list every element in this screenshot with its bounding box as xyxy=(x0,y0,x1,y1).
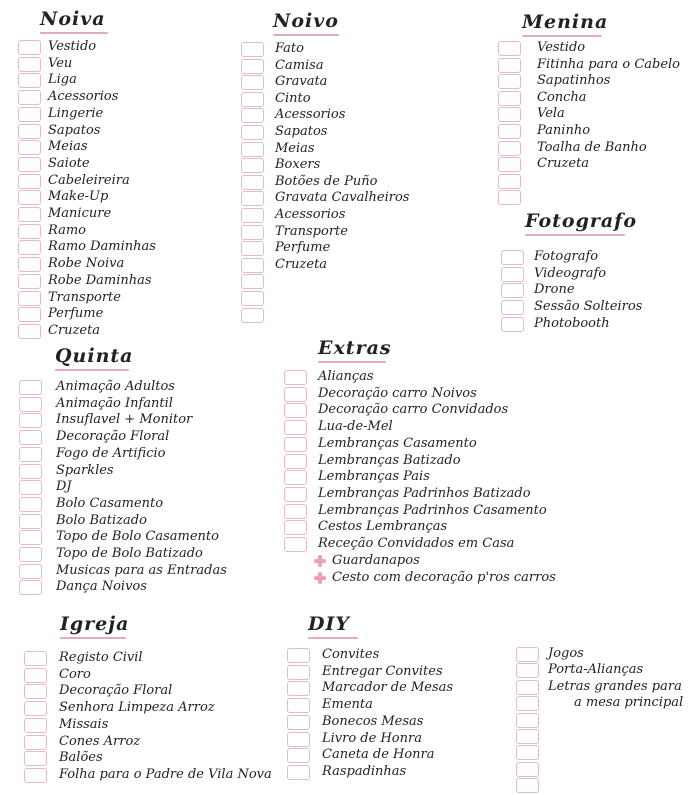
list-item-label: Veu xyxy=(48,55,73,71)
list-item-label: Lembranças Padrinhos Batizado xyxy=(318,485,531,501)
list-item-label: Cruzeta xyxy=(275,256,328,272)
checkbox[interactable] xyxy=(241,175,264,190)
heading-igreja-text: Igreja xyxy=(60,613,130,635)
checkbox[interactable] xyxy=(241,241,264,256)
heading-fotografo xyxy=(525,210,637,236)
list-item-label: Camisa xyxy=(275,57,324,73)
checkbox[interactable] xyxy=(24,768,47,783)
checkbox[interactable] xyxy=(241,274,264,289)
checkbox[interactable] xyxy=(516,663,539,678)
heading-diy-text: DIY xyxy=(308,613,350,635)
heading-underline xyxy=(60,637,126,639)
heading-menina xyxy=(522,11,608,37)
list-item-label: Vestido xyxy=(537,40,586,55)
list-item-label: Balões xyxy=(59,750,103,766)
checkbox[interactable] xyxy=(498,190,521,205)
heading-underline xyxy=(40,32,108,34)
checkbox[interactable] xyxy=(498,107,521,122)
heading-igreja xyxy=(60,613,129,639)
checkbox[interactable] xyxy=(284,437,307,452)
checkbox[interactable] xyxy=(18,257,41,272)
checkbox[interactable] xyxy=(498,74,521,89)
list-item-label: Sapatos xyxy=(275,124,328,139)
list-item-label: Bonecos Mesas xyxy=(322,713,424,729)
checkbox[interactable] xyxy=(18,174,41,189)
checkbox[interactable] xyxy=(18,124,41,139)
checkbox[interactable] xyxy=(284,520,307,535)
checkbox[interactable] xyxy=(19,447,42,462)
list-item-label: Transporte xyxy=(275,223,348,239)
list-item-label: Transporte xyxy=(48,289,121,305)
list-item-label: Toalha de Banho xyxy=(537,139,647,155)
checkbox[interactable] xyxy=(287,715,310,730)
list-item-label: Botões de Puño xyxy=(275,173,378,189)
checkbox[interactable] xyxy=(284,537,307,552)
list-item-label: Receção Convidados em Casa xyxy=(318,536,515,551)
checkbox[interactable] xyxy=(284,487,307,502)
checkbox[interactable] xyxy=(241,208,264,223)
checkbox[interactable] xyxy=(241,75,264,90)
checkbox[interactable] xyxy=(18,324,41,339)
list-item-label: Concha xyxy=(537,89,587,105)
list-item-label: Musicas para as Entradas xyxy=(56,562,227,578)
list-item-label: Sessão Solteiros xyxy=(534,299,643,315)
list-item-label: Missais xyxy=(59,716,109,732)
list-item-label: Fato xyxy=(275,41,304,56)
list-item-label: Porta-Alianças xyxy=(548,662,644,678)
list-item-label: Saiote xyxy=(48,155,90,171)
checkbox[interactable] xyxy=(287,732,310,747)
checkbox[interactable] xyxy=(516,762,539,777)
heading-underline xyxy=(318,361,386,363)
checkbox[interactable] xyxy=(19,480,42,495)
list-item-label: Ementa xyxy=(322,697,373,713)
list-item-label: Cruzeta xyxy=(537,156,590,172)
checkbox[interactable] xyxy=(498,157,521,172)
checkbox[interactable] xyxy=(18,240,41,255)
checkbox[interactable] xyxy=(284,470,307,485)
checkbox[interactable] xyxy=(18,190,41,205)
checkbox[interactable] xyxy=(24,751,47,766)
checkbox[interactable] xyxy=(284,504,307,519)
heading-noiva xyxy=(40,8,108,34)
checkbox[interactable] xyxy=(241,225,264,240)
list-item-label: Lembranças Casamento xyxy=(318,435,477,451)
list-item-label: Cinto xyxy=(275,90,311,106)
checkbox[interactable] xyxy=(19,413,42,428)
heading-fotografo-text: Fotografo xyxy=(525,210,638,232)
checkbox[interactable] xyxy=(18,73,41,88)
checkbox[interactable] xyxy=(241,92,264,107)
checkbox[interactable] xyxy=(24,651,47,666)
list-item-label: Gravata xyxy=(275,74,328,90)
list-item-label: Perfume xyxy=(275,240,331,256)
list-item-label: Decoração Floral xyxy=(56,429,170,445)
list-item-label: Dança Noivos xyxy=(56,579,147,595)
flower-bullet-icon xyxy=(314,555,326,567)
checkbox[interactable] xyxy=(19,564,42,579)
list-item-label: Topo de Bolo Casamento xyxy=(56,529,219,545)
checkbox[interactable] xyxy=(284,370,307,385)
list-item-label: Paninho xyxy=(537,123,591,138)
list-item-label: Sapatinhos xyxy=(537,73,611,89)
heading-quinta xyxy=(55,345,133,371)
list-item-label: Registo Civil xyxy=(59,650,143,665)
checkbox[interactable] xyxy=(501,317,524,332)
list-item-label: Coro xyxy=(59,666,91,682)
checkbox[interactable] xyxy=(18,40,41,55)
checkbox[interactable] xyxy=(498,58,521,73)
checkbox[interactable] xyxy=(498,91,521,106)
list-item-label: Perfume xyxy=(48,306,104,322)
flower-bullet-icon xyxy=(314,572,326,584)
list-item-label: Animação Adultos xyxy=(56,379,175,394)
checkbox[interactable] xyxy=(19,380,42,395)
list-item-label: Lembranças Padrinhos Casamento xyxy=(318,502,547,518)
checkbox[interactable] xyxy=(284,420,307,435)
list-item-label: Fotografo xyxy=(534,249,599,264)
list-item-label: Robe Noiva xyxy=(48,256,125,272)
checkbox[interactable] xyxy=(516,778,539,793)
list-item-label: Fogo de Artificio xyxy=(56,445,166,461)
heading-quinta-text: Quinta xyxy=(55,345,134,367)
list-item-label: Livro de Honra xyxy=(322,730,422,746)
checkbox[interactable] xyxy=(498,124,521,139)
checkbox[interactable] xyxy=(18,90,41,105)
list-item-label: Animação Infantil xyxy=(56,395,173,411)
list-item-label: Vela xyxy=(537,106,565,122)
list-item-label: Alianças xyxy=(318,369,374,384)
list-item-label: Boxers xyxy=(275,157,321,173)
list-item-label: Bolo Casamento xyxy=(56,495,164,511)
list-item-label: Cabeleireira xyxy=(48,172,130,188)
heading-diy xyxy=(308,613,358,639)
checkbox[interactable] xyxy=(516,680,539,695)
list-item-label: Entregar Convites xyxy=(322,663,443,679)
checkbox[interactable] xyxy=(284,454,307,469)
checkbox[interactable] xyxy=(516,729,539,744)
checkbox[interactable] xyxy=(24,735,47,750)
checkbox[interactable] xyxy=(18,274,41,289)
list-item-label: Lembranças Batizado xyxy=(318,452,461,468)
bullet-item-label: Guardanapos xyxy=(332,553,420,568)
list-item-label: Decoração Floral xyxy=(59,683,173,699)
checkbox[interactable] xyxy=(241,108,264,123)
heading-menina-text: Menina xyxy=(522,11,609,33)
heading-underline xyxy=(55,369,129,371)
list-item-label: Ramo Daminhas xyxy=(48,239,156,255)
checkbox[interactable] xyxy=(501,283,524,298)
heading-underline xyxy=(525,234,625,236)
checkbox[interactable] xyxy=(24,668,47,683)
list-item-label: Drone xyxy=(534,282,575,298)
list-item-label: Marcador de Mesas xyxy=(322,680,454,696)
list-item-label: Vestido xyxy=(48,39,97,54)
list-item-label: Meias xyxy=(48,139,88,155)
list-item-label: Senhora Limpeza Arroz xyxy=(59,700,215,716)
checkbox[interactable] xyxy=(18,307,41,322)
list-item-label: Jogos xyxy=(548,646,584,661)
checkbox[interactable] xyxy=(287,698,310,713)
list-item-label: Caneta de Honra xyxy=(322,747,435,763)
checkbox[interactable] xyxy=(516,713,539,728)
checkbox[interactable] xyxy=(19,430,42,445)
checkbox[interactable] xyxy=(501,250,524,265)
checkbox[interactable] xyxy=(241,42,264,57)
checkbox[interactable] xyxy=(241,158,264,173)
checkbox[interactable] xyxy=(24,718,47,733)
list-item-label: Acessorios xyxy=(48,89,119,105)
heading-noiva-text: Noiva xyxy=(40,8,106,30)
checkbox[interactable] xyxy=(19,514,42,529)
list-item-continuation xyxy=(516,696,696,712)
checkbox[interactable] xyxy=(19,580,42,595)
checkbox[interactable] xyxy=(24,684,47,699)
checkbox[interactable] xyxy=(241,59,264,74)
list-item-label: Gravata Cavalheiros xyxy=(275,190,410,206)
list-item-label: Topo de Bolo Batizado xyxy=(56,546,203,561)
checkbox[interactable] xyxy=(19,497,42,512)
list-item-label: a mesa principal xyxy=(574,695,684,711)
checkbox[interactable] xyxy=(241,258,264,273)
list-item-label: Manicure xyxy=(48,206,112,221)
checkbox[interactable] xyxy=(516,647,539,662)
list-item-label: Convites xyxy=(322,647,380,662)
checkbox[interactable] xyxy=(18,140,41,155)
list-item-label: Decoração carro Convidados xyxy=(318,402,509,418)
list-item-label: Cestos Lembranças xyxy=(318,519,448,535)
heading-noivo xyxy=(273,10,339,36)
checkbox[interactable] xyxy=(287,765,310,780)
checkbox[interactable] xyxy=(241,142,264,157)
list-item-label: Insuflavel + Monitor xyxy=(56,412,193,428)
checkbox[interactable] xyxy=(516,745,539,760)
list-item-label: Liga xyxy=(48,72,77,88)
list-item-label: Sapatos xyxy=(48,122,101,138)
checkbox[interactable] xyxy=(284,387,307,402)
checkbox[interactable] xyxy=(19,397,42,412)
list-item-label: Sparkles xyxy=(56,462,114,478)
list-item-label: Robe Daminhas xyxy=(48,272,152,288)
list-item-label: Photobooth xyxy=(534,315,610,331)
checkbox[interactable] xyxy=(18,107,41,122)
list-item-label: Acessorios xyxy=(275,207,346,222)
checkbox[interactable] xyxy=(18,157,41,172)
checkbox[interactable] xyxy=(501,267,524,282)
checkbox[interactable] xyxy=(24,701,47,716)
list-item-label: Ramo xyxy=(48,222,86,238)
checkbox[interactable] xyxy=(19,464,42,479)
checkbox[interactable] xyxy=(18,224,41,239)
checkbox[interactable] xyxy=(498,174,521,189)
checkbox[interactable] xyxy=(498,141,521,156)
heading-underline xyxy=(522,35,602,37)
checkbox[interactable] xyxy=(241,191,264,206)
list-item-label: Cruzeta xyxy=(48,322,101,338)
list-item-label: Bolo Batizado xyxy=(56,512,147,528)
list-item-label: Raspadinhas xyxy=(322,763,407,779)
checkbox[interactable] xyxy=(241,125,264,140)
heading-underline xyxy=(273,34,339,36)
checkbox[interactable] xyxy=(18,207,41,222)
checkbox[interactable] xyxy=(241,308,264,323)
list-item-label: Make-Up xyxy=(48,189,109,205)
list-item-label: Fitinha para o Cabelo xyxy=(537,56,681,72)
list-item-label: Decoração carro Noivos xyxy=(318,385,477,401)
list-item-label: Acessorios xyxy=(275,107,346,123)
list-item-label: Cones Arroz xyxy=(59,733,141,749)
list-item-label: Lua-de-Mel xyxy=(318,419,393,435)
checkbox[interactable] xyxy=(287,648,310,663)
checkbox[interactable] xyxy=(287,665,310,680)
list-item-label: Meias xyxy=(275,140,315,156)
list-item-label: Lingerie xyxy=(48,105,104,121)
heading-underline xyxy=(308,637,358,639)
heading-extras xyxy=(318,337,392,363)
checkbox[interactable] xyxy=(18,57,41,72)
list-item-label: Folha para o Padre de Vila Nova xyxy=(59,766,272,782)
list-item-label: Letras grandes para xyxy=(548,678,682,694)
heading-noivo-text: Noivo xyxy=(273,10,339,32)
list-item-label: DJ xyxy=(56,479,72,495)
checkbox[interactable] xyxy=(498,41,521,56)
list-item-label: Lembranças Pais xyxy=(318,469,430,485)
checkbox[interactable] xyxy=(19,530,42,545)
list-item-label: Videografo xyxy=(534,265,607,281)
checkbox[interactable] xyxy=(18,291,41,306)
checkbox[interactable] xyxy=(287,748,310,763)
heading-extras-text: Extras xyxy=(318,337,392,359)
checkbox[interactable] xyxy=(241,291,264,306)
checkbox[interactable] xyxy=(19,547,42,562)
checkbox[interactable] xyxy=(284,403,307,418)
checkbox[interactable] xyxy=(501,300,524,315)
bullet-item-label: Cesto com decoração p'ros carros xyxy=(332,569,556,585)
checkbox[interactable] xyxy=(287,681,310,696)
